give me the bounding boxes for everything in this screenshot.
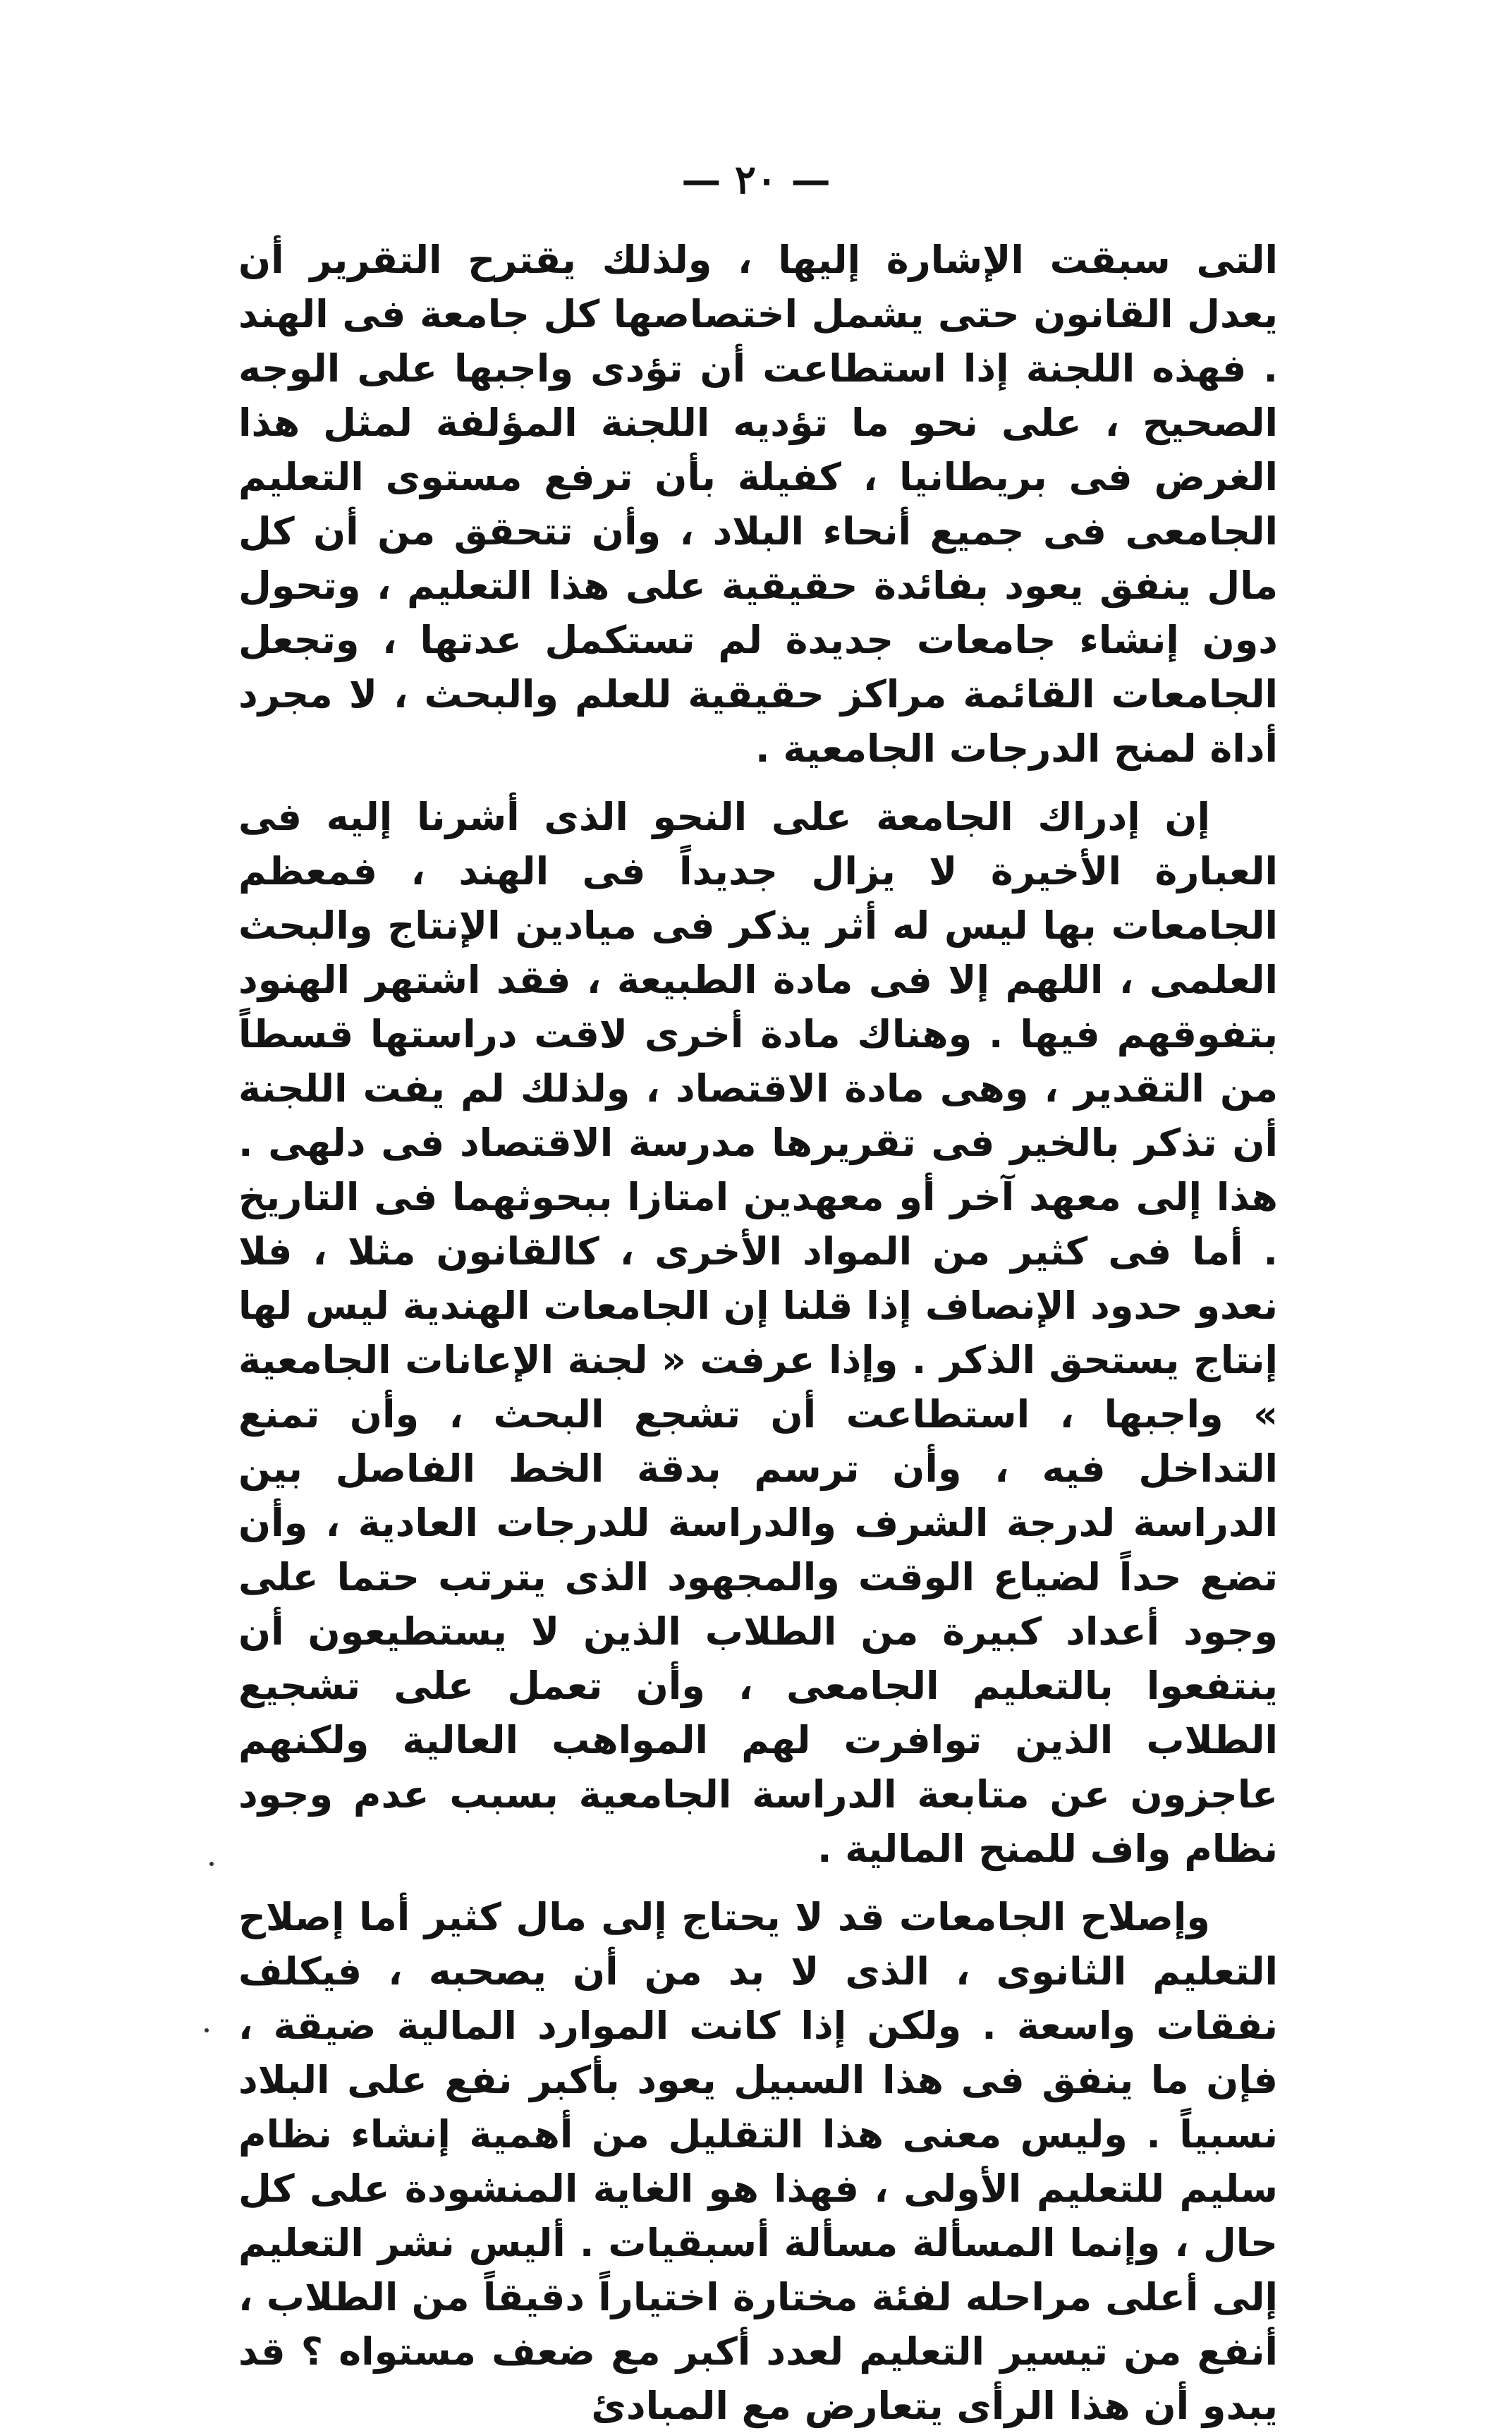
page-number: — ٢٠ — [681, 157, 831, 203]
paragraph-1: التى سبقت الإشارة إليها ، ولذلك يقترح التقرير أن يعدل القانون حتى يشمل اختصاصها كل جامعة فى الهند . فهذه اللجنة إذا استطاعت أن تؤدى واجبها على الوجه الصحيح ، على نحو ما تؤديه اللجنة المؤلفة لمثل هذا الغرض فى بريطانيا ، كفيلة بأن ترفع مستوى التعليم الجامعى فى جميع أنحاء البلاد ، وأن تتحقق من أن كل مال ينفق يعود بفائدة حقيقية على هذا التعليم ، وتحول دون إنشاء جامعات جديدة لم تستكمل عدتها ، وتجعل الجامعات القائمة مراكز حقيقية للعلم والبحث ، لا مجرد أداة لمنح الدرجات الجامعية . [238, 238, 1278, 771]
paragraph-2: إن إدراك الجامعة على النحو الذى أشرنا إليه فى العبارة الأخيرة لا يزال جديداً فى الهند ، فمعظم الجامعات بها ليس له أثر يذكر فى ميادين الإنتاج والبحث العلمى ، اللهم إلا فى مادة الطبيعة ، فقد اشتهر الهنود بتفوقهم فيها . وهناك مادة أخرى لاقت دراستها قسطاً من التقدير ، وهى مادة الاقتصاد ، ولذلك لم يفت اللجنة أن تذكر بالخير فى تقريرها مدرسة الاقتصاد فى دلهى . هذا إلى معهد آخر أو معهدين امتازا ببحوثهما فى التاريخ . أما فى كثير من المواد الأخرى ، كالقانون مثلا ، فلا نعدو حدود الإنصاف إذا قلنا إن الجامعات الهندية ليس لها إنتاج يستحق الذكر . وإذا عرفت « لجنة الإعانات الجامعية » واجبها ، استطاعت أن تشجع البحث ، وأن تمنع التداخل فيه ، وأن ترسم بدقة الخط الفاصل بين الدراسة لدرجة الشرف والدراسة للدرجات العادية ، وأن تضع حداً لضياع الوقت والمجهود الذى يترتب حتما على وجود أعداد كبيرة من الطلاب الذين لا يستطيعون أن ينتفعوا بالتعليم الجامعى ، وأن تعمل على تشجيع الطلاب الذين توافرت لهم المواهب العالية ولكنهم عاجزون عن متابعة الدراسة الجامعية بسبب عدم وجود نظام واف للمنح المالية . [238, 795, 1278, 1871]
stray-ink-dot [205, 2028, 209, 2032]
paragraph-3: وإصلاح الجامعات قد لا يحتاج إلى مال كثير أما إصلاح التعليم الثانوى ، الذى لا بد من أن يصحبه ، فيكلف نفقات واسعة . ولكن إذا كانت الموارد المالية ضيقة ، فإن ما ينفق فى هذا السبيل يعود بأكبر نفع على البلاد نسبياً . وليس معنى هذا التقليل من أهمية إنشاء نظام سليم للتعليم الأولى ، فهذا هو الغاية المنشودة على كل حال ، وإنما المسألة مسألة أسبقيات . أليس نشر التعليم إلى أعلى مراحله لفئة مختارة اختياراً دقيقاً من الطلاب ، أنفع من تيسير التعليم لعدد أكبر مع ضعف مستواه ؟ قد يبدو أن هذا الرأى يتعارض مع المبادئ [238, 1895, 1278, 2428]
body-text [238, 233, 1278, 2433]
stray-ink-dot [209, 1862, 214, 1866]
